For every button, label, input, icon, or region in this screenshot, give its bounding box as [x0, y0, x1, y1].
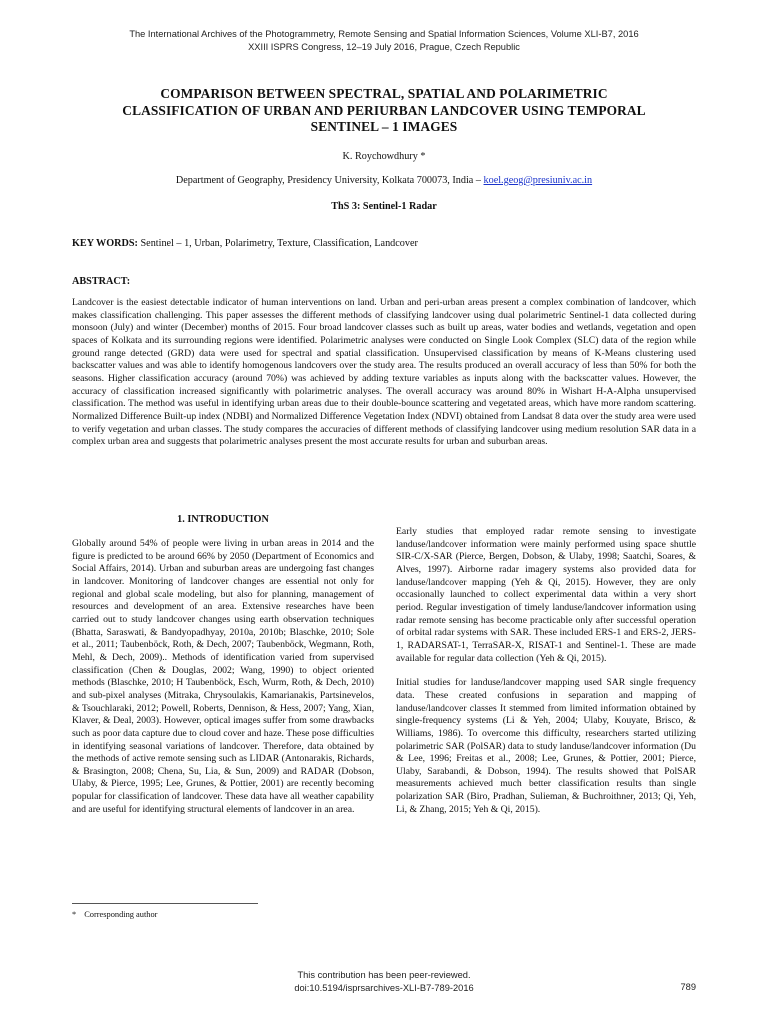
right-column	[396, 526, 696, 828]
affiliation-text: Department of Geography, Presidency University, Kolkata 700073, India –	[175, 175, 484, 186]
title-line-2: CLASSIFICATION OF URBAN AND PERIURBAN LANDCOVER USING TEMPORAL	[122, 102, 646, 118]
keywords-label: KEY WORDS:	[72, 238, 138, 249]
title-line-1: COMPARISON BETWEEN SPECTRAL, SPATIAL AND POLARIMETRIC	[160, 86, 608, 101]
header-congress-line: XXIII ISPRS Congress, 12–19 July 2016, Prague, Czech Republic	[248, 42, 520, 52]
footnote-text: Corresponding author	[84, 910, 158, 919]
peer-review-note: This contribution has been peer-reviewed.	[297, 970, 471, 980]
title-line-3: SENTINEL – 1 IMAGES	[310, 119, 458, 134]
abstract-heading: ABSTRACT:	[72, 276, 131, 287]
page-number: 789	[680, 982, 696, 992]
footnote	[72, 910, 157, 919]
left-column	[72, 538, 374, 816]
intro-paragraph-2: Early studies that employed radar remote sensing to investigate landuse/landcover information were mainly performed using space shuttle SIR-C/X-SAR (Pierce, Bergen, Dobson, & Ulaby, 1998; Saatchi, Soares, & Alves, 1997). Airborne radar imagery systems also provided data for landuse/landcover mapping (Yeh & Qi, 2015). However, they are only occasionally launched to collect experimental data within a very short period. Regular investigation of timely landuse/landcover information using radar remote sensing has become practicable only after successful operation of orbital radar systems with SAR. These included ERS-1 and ERS-2, JERS-1, RADARSAT-1, TerraSAR-X, RISAT-1 and Sentinel-1. These are made available for regular data collection (Yeh & Qi, 2015).	[396, 526, 696, 664]
header-journal-line: The International Archives of the Photogrammetry, Remote Sensing and Spatial Information Sciences, Volume XLI-B7, 2016	[129, 29, 639, 39]
intro-paragraph-3: Initial studies for landuse/landcover mapping used SAR single frequency data. These created confusions in separation and mapping of landuse/landcover classes It stemmed from limited information obtained by single-frequency systems (Li & Yeh, 2004; Ulaby, Kouyate, Brisco, & Williams, 1986). To overcome this difficulty, researchers started utilizing polarimetric SAR (PolSAR) data to study landuse/landcover information (Du & Lee, 1996; Freitas et al., 2008; Lee, Grunes, & Pottier, 2001; Pierce, Ulaby, Sarabandi, & Dobson, 1994). The results showed that PolSAR measurements achieved much better classification results than single polarization SAR (Biro, Pradhan, Sulieman, & Buchroithner, 2013; Qi, Yeh, Li, & Zhang, 2015; Yeh & Qi, 2015).	[396, 677, 696, 815]
author-email-link[interactable]: koel.geog@presiuniv.ac.in	[483, 175, 593, 186]
running-header	[0, 28, 768, 54]
intro-paragraph-1: Globally around 54% of people were living in urban areas in 2014 and the figure is predicted to be around 66% by 2050 (Department of Economics and Social Affairs, 2014). Urban and suburban areas are undergoing fast changes in landcover. Monitoring of landcover changes are essential not only for regional and global scale modeling, but also for planning, management of resources and development of an area. Extensive researches have been carried out to study landcover changes using earth observation techniques (Bhatta, Saraswati, & Bandyopadhyay, 2010a, 2010b; Blaschke, 2010; Sole et al., 2011; Taubenböck, Roth, & Dech, 2007; Taubenböck, Wegmann, Roth, Mehl, & Dech, 2009).. Methods of identification varied from supervised classification (Chen & Douglas, 2002; Wang, 1990) to object oriented methods (Blaschke, 2010; H Taubenböck, Esch, Wurm, Roth, & Dech, 2010) and sub-pixel analyses (Mitraka, Chrysoulakis, Kamarianakis, Partsinevelos, & Tsouchlaraki, 2012; Powell, Roberts, Dennison, & Hess, 2007; Yang, Xian, Klaver, & Deal, 2003). However, optical images suffer from some drawbacks such as poor data capture due to cloud cover and haze. These pose difficulties in identifying seasonal variations of landcover. Therefore, data obtained by the methods of active remote sensing such as LIDAR (Antonarakis, Richards, & Brasington, 2008; Chena, Su, Lia, & Sun, 2009) and RADAR (Dobson, Ulaby, & Pierce, 1995; Lee, Grunes, & Pottier, 2001) are recently becoming popular for classification of landcover. These data have all weather capability and are useful for identifying structural elements of landcover in an area.	[72, 538, 374, 815]
footnote-divider	[72, 903, 258, 904]
author-name: K. Roychowdhury *	[342, 151, 426, 162]
keywords-text: Sentinel – 1, Urban, Polarimetry, Texture, Classification, Landcover	[137, 238, 418, 249]
doi: doi:10.5194/isprsarchives-XLI-B7-789-2016	[294, 983, 474, 993]
abstract-text: Landcover is the easiest detectable indicator of human interventions on land. Urban and peri-urban areas present a complex combination of landcover, which makes classification challenging. This paper assesses the different methods of classifying landcover using dual polarimetric Sentinel-1 data collected during monsoon (July) and winter (December) months of 2015. Four broad landcover classes such as built up areas, water bodies and wetlands, vegetation and open spaces of Kolkata and its surrounding regions were identified. Polarimetric analyses were conducted on Single Look Complex (SLC) data of the region while ground range detected (GRD) data were used for spectral and spatial classification. Unsupervised classification by means of K-Means clustering used backscatter values and was able to identify homogenous landcovers over the study area. The results produced an overall accuracy of less than 50% for both the seasons. Higher classification accuracy (around 70%) was achieved by adding texture variables as inputs along with the backscatter values. However, the accuracy of classification increased significantly with polarimetric analyses. The overall accuracy was around 80% in Wishart H-A-Alpha unsupervised classification. The method was useful in identifying urban areas due to their double-bounce scattering and vegetated areas, which have more random scattering. Normalized Difference Built-up index (NDBI) and Normalized Difference Vegetation Index (NDVI) obtained from Landsat 8 data over the study area were used to verify vegetation and urban classes. The study compares the accuracies of different methods of classifying landcover using medium resolution SAR data in a complex urban area and suggests that polarimetric analyses present the most accurate results for urban and suburban areas.	[72, 297, 696, 448]
introduction-heading: 1. INTRODUCTION	[177, 514, 269, 525]
keywords	[72, 238, 696, 249]
author-affiliation	[0, 175, 768, 186]
session-label: ThS 3: Sentinel-1 Radar	[331, 201, 437, 212]
footnote-mark: *	[72, 910, 77, 919]
paper-title	[60, 86, 708, 136]
